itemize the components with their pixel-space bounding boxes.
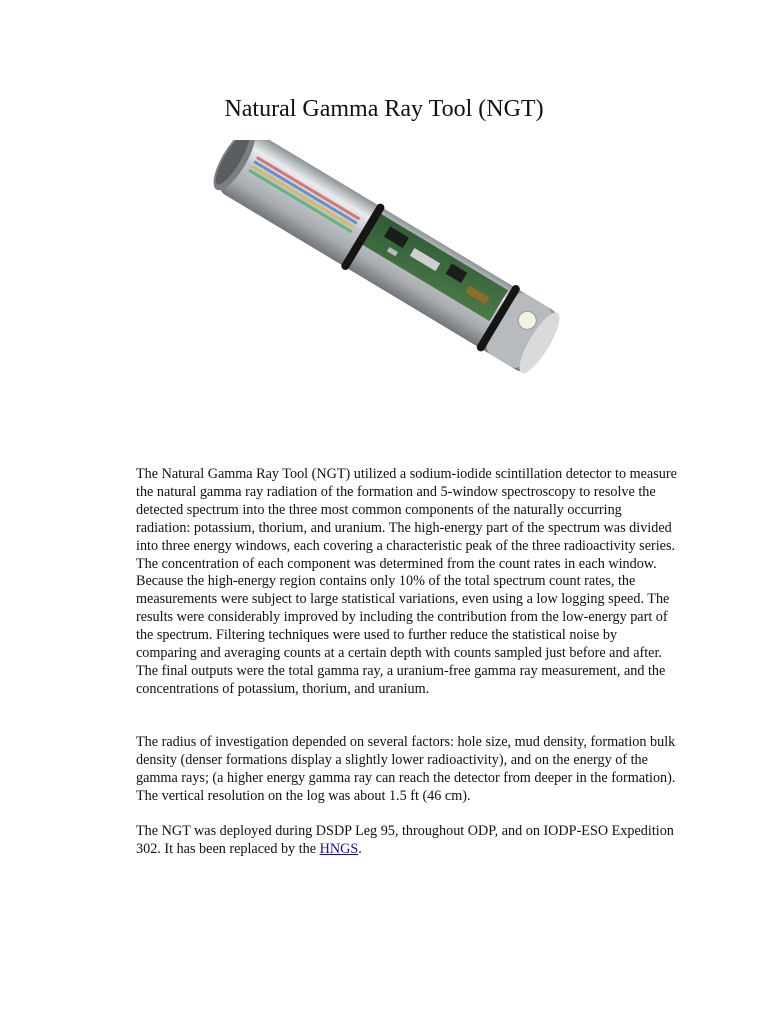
- paragraph-description: The Natural Gamma Ray Tool (NGT) utilized a sodium-iodide scintillation detector to measure the natural gamma ray radiation of the formation and 5-window spectroscopy to resolve the detected spectrum into the three most common components of the naturally occurring radiation: potassium, thorium, and uranium. The high-energy part of the spectrum was divided into three energy windows, each covering a characteristic peak of the three radioactivity series. The concentration of each component was determined from the count rates in each window. Because the high-energy region contains only 10% of the total spectrum count rates, the measurements were subject to large statistical variations, even using a low logging speed. The results were considerably improved by including the contribution from the low-energy part of the spectrum. Filtering techniques were used to further reduce the statistical noise by comparing and averaging counts at a certain depth with counts sampled just before and after. The final outputs were the total gamma ray, a uranium-free gamma ray measurement, and the concentrations of potassium, thorium, and uranium.: [136, 466, 677, 697]
- paragraph-deployment: [136, 823, 678, 859]
- page-title: Natural Gamma Ray Tool (NGT): [224, 96, 544, 122]
- tool-photo: [200, 140, 570, 435]
- paragraph-investigation: The radius of investigation depended on several factors: hole size, mud density, formation bulk density (denser formations display a slightly lower radioactivity), and on the energy of the gamma rays; (a higher energy gamma ray can reach the detector from deeper in the formation). The vertical resolution on the log was about 1.5 ft (46 cm).: [136, 734, 676, 804]
- paragraph-deployment-end: .: [358, 840, 362, 857]
- paragraph-deployment-text: The NGT was deployed during DSDP Leg 95, throughout ODP, and on IODP-ESO Expedition 302. It has been replaced by the: [136, 823, 674, 857]
- hngs-link[interactable]: HNGS: [319, 840, 359, 857]
